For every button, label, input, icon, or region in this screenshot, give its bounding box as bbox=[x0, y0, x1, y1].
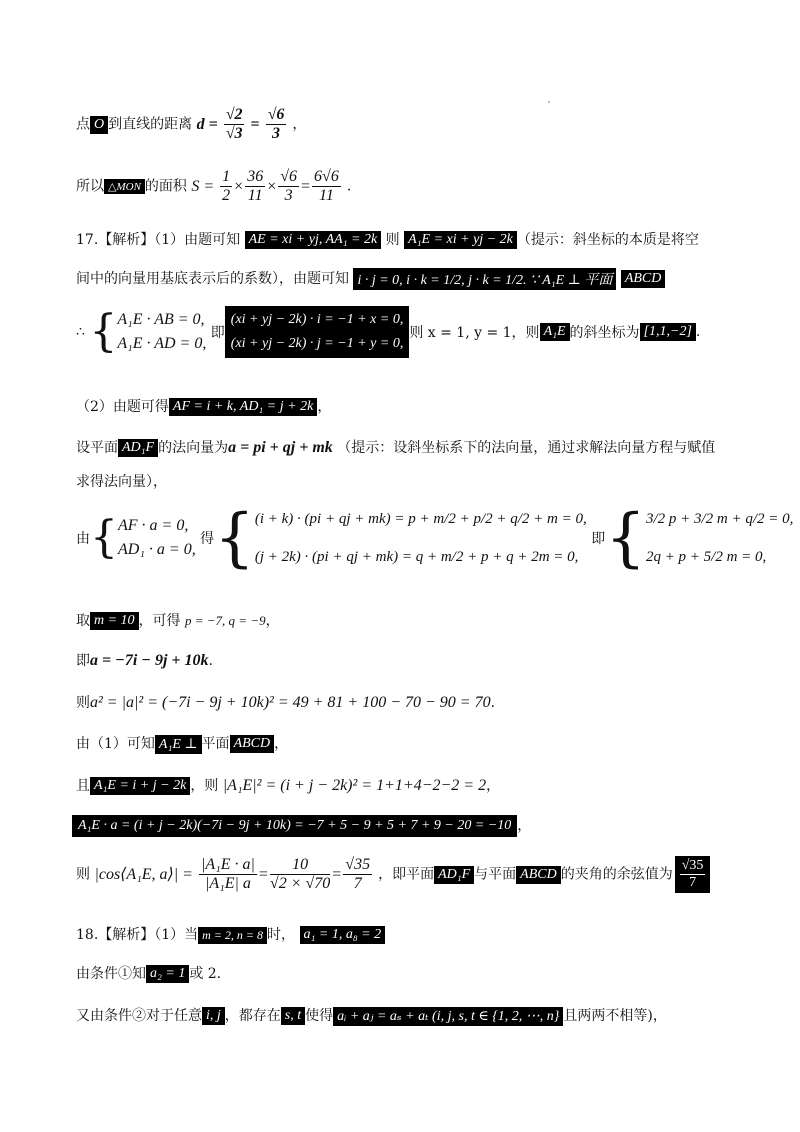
fraction bbox=[224, 106, 245, 144]
text: 又由条件②对于任意 bbox=[76, 1008, 202, 1024]
text: . bbox=[346, 178, 352, 195]
math-text: a² = |a|² = (−7i − 9j + 10k)² = 49 + 81 + 100 − 70 − 90 = 70 bbox=[90, 694, 491, 711]
text: （2）由题可得 bbox=[76, 399, 169, 415]
text: 时， bbox=[267, 927, 296, 943]
denominator: 2 bbox=[222, 187, 231, 205]
times: × bbox=[234, 177, 244, 195]
line-distance bbox=[76, 106, 306, 144]
masked-formula: AF = i + k, AD₁ = j + 2k bbox=[169, 398, 317, 416]
masked-formula: a₁ = 1, a₈ = 2 bbox=[300, 926, 386, 944]
denominator: 3 bbox=[272, 125, 280, 143]
normal-vector: a = pi + qj + mk bbox=[228, 439, 333, 456]
text: 由条件①知 bbox=[76, 966, 146, 982]
section-heading: 18.【解析】（1）当 bbox=[76, 927, 199, 943]
text: 点 bbox=[76, 116, 90, 133]
text: ， bbox=[317, 399, 332, 415]
text: 则 bbox=[385, 232, 400, 248]
text: ，则 bbox=[190, 778, 219, 794]
left-brace: { bbox=[89, 306, 118, 357]
left-brace: { bbox=[90, 512, 118, 563]
text: 平面 bbox=[201, 736, 230, 752]
math-text: d = bbox=[196, 115, 218, 133]
masked-formula: A₁E = i + j − 2k bbox=[90, 777, 190, 795]
math-text: |A₁E|² = (i + j − 2k)² = 1+1+4−2−2 = 2 bbox=[222, 777, 487, 794]
distance-formula bbox=[196, 106, 293, 143]
equation-system bbox=[117, 308, 206, 356]
line-17-normal-system bbox=[76, 500, 793, 576]
text: . bbox=[490, 695, 496, 711]
line-18-cond2 bbox=[76, 1005, 667, 1026]
fraction bbox=[245, 168, 265, 206]
equals: = bbox=[332, 865, 342, 883]
denominator: √3 bbox=[225, 125, 243, 143]
equation-row: 3/2 p + 3/2 m + q/2 = 0, bbox=[645, 511, 794, 527]
section-heading: 17.【解析】（1）由题可知 bbox=[76, 232, 241, 248]
equation-system bbox=[255, 500, 587, 576]
masked-coords: [1,1,−2] bbox=[640, 323, 696, 341]
text: 则 bbox=[76, 866, 90, 883]
equals: = bbox=[301, 177, 311, 195]
fraction bbox=[220, 168, 232, 206]
text: 求得法向量）， bbox=[76, 474, 167, 490]
text: . bbox=[695, 324, 701, 340]
fraction bbox=[343, 856, 372, 894]
line-17-start bbox=[76, 229, 699, 249]
hint-text: （提示：斜坐标的本质是将空 bbox=[516, 232, 699, 248]
text: 由（1）可知 bbox=[76, 736, 155, 752]
line-17-square bbox=[76, 692, 495, 712]
line-17-norm bbox=[76, 775, 500, 795]
line-17-part2 bbox=[76, 396, 331, 416]
equation-row: A₁E · AD = 0, bbox=[117, 335, 207, 352]
numerator: |A₁E · a| bbox=[199, 856, 257, 875]
masked-formula: A₁E = xi + yj − 2k bbox=[404, 231, 517, 249]
math-text: p = −7, q = −9 bbox=[185, 613, 266, 628]
numerator: 10 bbox=[270, 856, 330, 875]
equation-row: 2q + p + 5/2 m = 0, bbox=[645, 549, 767, 565]
denominator: |A₁E| a bbox=[204, 875, 251, 893]
fraction bbox=[266, 106, 287, 144]
text: ， bbox=[265, 613, 280, 629]
equals: = bbox=[250, 115, 260, 133]
math-text: S = bbox=[191, 177, 215, 195]
times: × bbox=[267, 177, 277, 195]
text: 设平面 bbox=[76, 440, 118, 456]
text: ，可得 bbox=[138, 613, 181, 629]
masked-value: m = 10 bbox=[90, 612, 139, 630]
line-17-dot bbox=[72, 815, 531, 837]
left-brace: { bbox=[605, 501, 646, 575]
numerator: √35 bbox=[343, 856, 372, 875]
text: 且 bbox=[76, 778, 90, 794]
equation-row: (xi + yj − 2k) · j = −1 + y = 0, bbox=[230, 336, 404, 351]
masked-formula: A₁E ⊥ bbox=[155, 735, 202, 754]
masked-condition: m = 2, n = 8 bbox=[198, 927, 267, 944]
masked-plane: ABCD bbox=[230, 735, 275, 753]
equation-system bbox=[646, 500, 793, 576]
math-text: |cos⟨A₁E, a⟩| = bbox=[94, 865, 193, 883]
numerator: √35 bbox=[680, 858, 706, 875]
line-18-start bbox=[76, 924, 385, 944]
text: ，即平面 bbox=[378, 866, 435, 883]
fraction bbox=[312, 168, 341, 206]
area-formula bbox=[191, 168, 346, 205]
text: 到直线的距离 bbox=[108, 116, 193, 133]
line-18-cond1 bbox=[76, 963, 221, 983]
text: 即 bbox=[591, 531, 606, 547]
scan-dot bbox=[548, 101, 550, 103]
masked-formula: a₂ = 1 bbox=[146, 965, 189, 983]
masked-formula: i · j = 0, i · k = 1/2, j · k = 1/2. ∵ A₁E ⊥ 平面 bbox=[353, 268, 616, 290]
masked-plane: ABCD bbox=[621, 270, 666, 288]
equation-row: AF · a = 0, bbox=[118, 517, 189, 534]
math-text: a = −7i − 9j + 10k bbox=[90, 652, 209, 669]
text: 使得 bbox=[305, 1008, 334, 1024]
text: 或 2. bbox=[189, 966, 222, 982]
text: ， bbox=[274, 736, 289, 752]
denominator: √2 × √70 bbox=[269, 875, 331, 893]
line-area bbox=[76, 168, 351, 206]
text: 的法向量为 bbox=[158, 440, 229, 456]
masked-indices: s, t bbox=[281, 1007, 305, 1025]
denominator: 7 bbox=[689, 875, 697, 891]
fraction bbox=[199, 856, 257, 894]
text: 由 bbox=[76, 531, 90, 547]
numerator: √6 bbox=[266, 106, 287, 125]
numerator: 1 bbox=[220, 168, 232, 187]
fraction bbox=[278, 168, 299, 206]
denominator: 11 bbox=[247, 187, 263, 205]
denominator: 3 bbox=[284, 187, 293, 205]
text: ， bbox=[486, 778, 501, 794]
text: 间中的向量用基底表示后的系数），由题可知 bbox=[76, 271, 349, 287]
text: 取 bbox=[76, 613, 90, 629]
masked-answer bbox=[675, 856, 711, 893]
line-17-normal bbox=[76, 437, 715, 457]
line-17-hint-cont bbox=[76, 471, 167, 491]
therefore-symbol: ∴ bbox=[76, 324, 85, 340]
text: 与平面 bbox=[474, 866, 517, 883]
numerator: 6√6 bbox=[312, 168, 341, 187]
line-17-assign bbox=[76, 610, 280, 630]
masked-plane: AD₁F bbox=[118, 439, 158, 457]
masked-formula: AE = xi + yj, AA₁ = 2k bbox=[245, 231, 382, 249]
text: 则 x = 1, y = 1，则 bbox=[409, 325, 540, 341]
equation-row: (xi + yj − 2k) · i = −1 + x = 0, bbox=[230, 312, 404, 327]
denominator: 7 bbox=[353, 875, 362, 893]
text: 即 bbox=[76, 653, 90, 669]
masked-formula: A₁E · a = (i + j − 2k)(−7i − 9j + 10k) = −7 + 5 − 9 + 5 + 7 + 9 − 20 = −10 bbox=[72, 815, 517, 837]
equation-system bbox=[118, 514, 196, 562]
masked-plane: ABCD bbox=[516, 866, 561, 884]
masked-formula: aᵢ + aⱼ = aₛ + aₜ (i, j, s, t ∈ {1, 2, ⋯, n} bbox=[333, 1007, 563, 1026]
fraction bbox=[270, 856, 330, 894]
line-17-perp bbox=[76, 733, 288, 754]
text: 得 bbox=[200, 531, 215, 547]
text: 即 bbox=[210, 325, 225, 341]
numerator: 36 bbox=[245, 168, 265, 187]
text: 的夹角的余弦值为 bbox=[560, 866, 673, 883]
text: 的面积 bbox=[144, 178, 187, 195]
line-17-system bbox=[76, 306, 700, 358]
equation-row: AD₁ · a = 0, bbox=[118, 541, 196, 558]
text: ， bbox=[292, 116, 307, 133]
masked-vector: A₁E bbox=[540, 323, 570, 341]
equation-row: (j + 2k) · (pi + qj + mk) = q + m/2 + p + q + 2m = 0, bbox=[254, 549, 579, 565]
denominator: 11 bbox=[319, 187, 334, 205]
equation-row: A₁E · AB = 0, bbox=[117, 311, 205, 328]
equation-row: (i + k) · (pi + qj + mk) = p + m/2 + p/2 + q/2 + m = 0, bbox=[254, 511, 587, 527]
text: 所以 bbox=[76, 178, 104, 195]
text: ， bbox=[517, 818, 532, 834]
hint-text: （提示：设斜坐标系下的法向量，通过求解法向量方程与赋值 bbox=[337, 440, 716, 456]
text: 且两两不相等)， bbox=[563, 1008, 667, 1024]
text: 则 bbox=[76, 695, 90, 711]
masked-O: O bbox=[90, 116, 108, 134]
numerator: √2 bbox=[224, 106, 245, 125]
masked-triangle: △MON bbox=[104, 179, 145, 194]
text: ，都存在 bbox=[224, 1008, 281, 1024]
text: 的斜坐标为 bbox=[569, 325, 640, 341]
masked-plane: AD₁F bbox=[434, 866, 474, 884]
numerator: √6 bbox=[278, 168, 299, 187]
text: . bbox=[208, 653, 213, 669]
line-17-vector-a bbox=[76, 650, 213, 670]
equals: = bbox=[258, 865, 268, 883]
left-brace: { bbox=[214, 501, 255, 575]
masked-indices: i, j bbox=[202, 1007, 225, 1025]
line-17-cosine bbox=[76, 856, 712, 894]
masked-system bbox=[225, 306, 410, 358]
line-17-basis bbox=[76, 268, 665, 290]
